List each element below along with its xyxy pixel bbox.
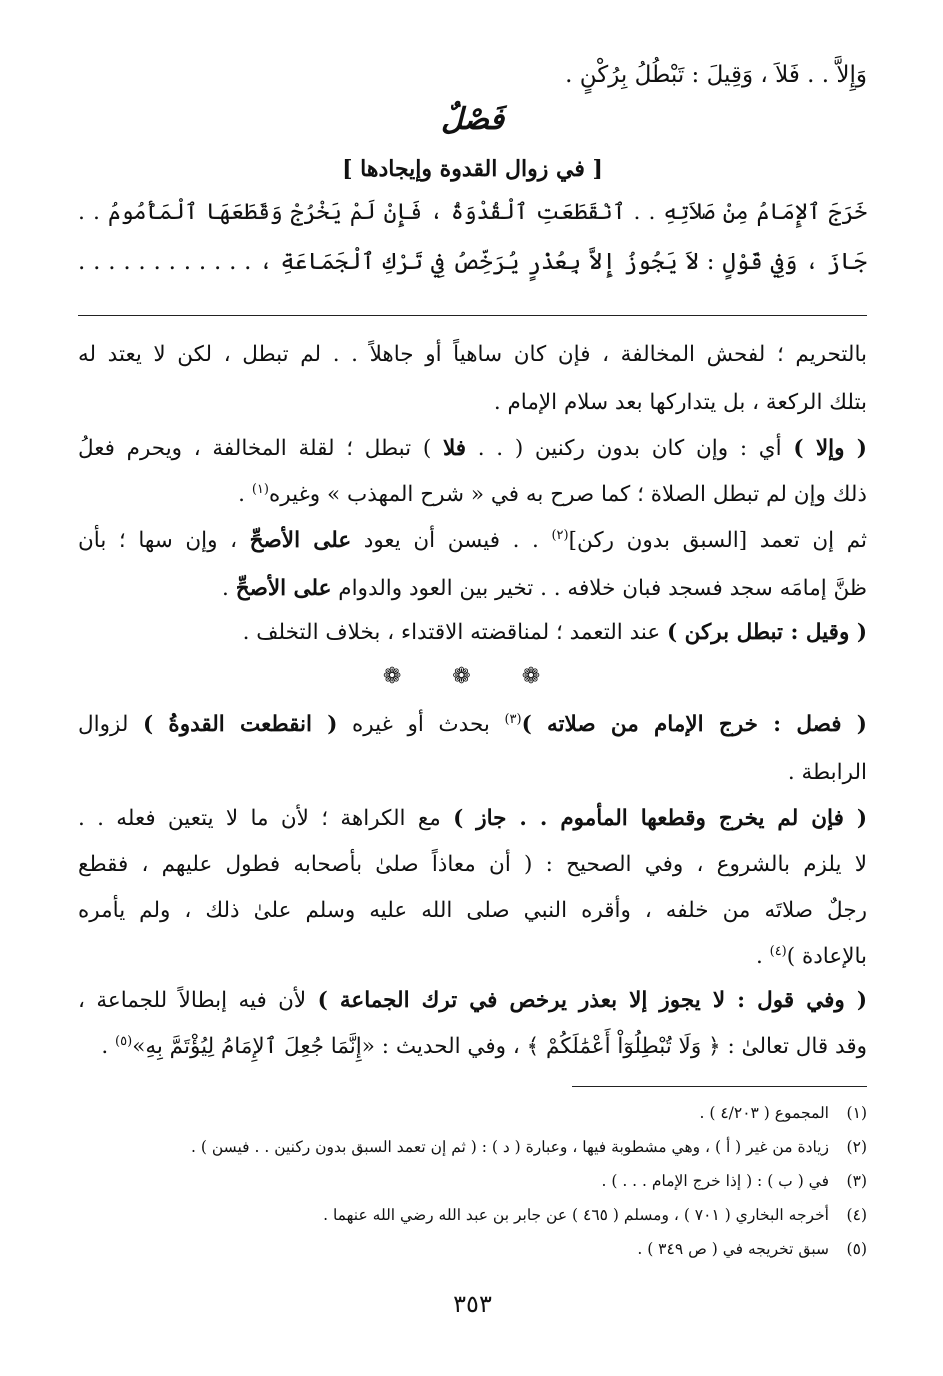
sharh-text: بحدث أو غيره — [337, 712, 505, 738]
footnote-number: (٥) — [846, 1240, 867, 1258]
matn-quote: ( انقطعت القدوةُ ) — [143, 712, 338, 738]
emphasis: على الأصحِّ — [249, 528, 352, 554]
sharh-p3-line-2 — [78, 576, 867, 602]
sharh-p1-line-1: بالتحريم ؛ لفحش المخالفة ، فإن كان ساهياً أو جاهلاً . . لم تبطل ، لكن لا يعتد له — [78, 342, 867, 367]
sharh-p2-line-2 — [78, 482, 867, 508]
footnote-ref: (٣) — [504, 712, 522, 727]
footnote-text: زيادة من غير ( أ ) ، وهي مشطوبة فيها ، وعبارة ( د ) : ( ثم إن تعمد السبق بدون ركنين . . فيسن ) . — [191, 1138, 829, 1156]
matn-divider — [78, 315, 867, 316]
sharh-text: . . فيسن أن يعود — [351, 528, 552, 554]
matn-quote: ( فصل : خرج الإمام من صلاته ) — [521, 712, 867, 738]
sharh-text: وقد قال تعالىٰ : ﴿ وَلَا تُبْطِلُوٓاْ أَعْمَٰلَكُمْ ﴾ ، وفي الحديث : «إِنَّمَا جُعِلَ ٱلإِمَامُ لِيُؤْتَمَّ بِهِ» — [132, 1034, 867, 1060]
sharh-p6-line-3: رجلٌ صلاتَه من خلفه ، وأقره النبي صلى الله عليه وسلم علىٰ ذلك ، ولم يأمره — [78, 898, 867, 923]
sharh-text: لأن فيه إبطالاً للجماعة ، — [78, 988, 318, 1013]
sharh-text: ظنَّ إمامَه سجد فسجد فبان خلافه . . تخير بين العود والدوام — [331, 576, 867, 601]
sharh-text: . — [238, 482, 252, 508]
section-heading: [ في زوال القدوة وإيجادها ] — [342, 156, 603, 182]
sharh-text: بالإعادة ) — [786, 944, 867, 970]
sharh-p6-line-2: لا يلزم بالشروع ، وفي الصحيح : ( أن معاذاً صلىٰ بأصحابه فطول عليهم ، فقطع — [78, 852, 867, 877]
footnotes-divider — [572, 1086, 867, 1087]
footnote-ref: (٥) — [115, 1034, 133, 1049]
footnote-3 — [78, 1172, 867, 1190]
footnote-number: (٢) — [846, 1138, 867, 1156]
emphasis: على الأصحِّ — [235, 576, 332, 601]
matn-top-line: وَإِلاَّ . . فَلاَ ، وَقِيلَ : تَبْطُلُ بِرُكْنٍ . — [565, 62, 867, 88]
matn-quote: ( فإن لم يخرج وقطعها المأموم . . جاز ) — [453, 806, 867, 831]
footnote-1 — [78, 1104, 867, 1122]
sharh-p6-line-1 — [78, 806, 867, 832]
sharh-p6-line-4 — [78, 944, 867, 970]
footnote-number: (١) — [846, 1104, 867, 1122]
footnote-number: (٤) — [846, 1206, 867, 1224]
sharh-text: . — [755, 944, 770, 970]
sharh-p3-line-1 — [78, 528, 867, 554]
footnote-2 — [78, 1138, 867, 1156]
sharh-p4-line — [78, 620, 867, 646]
sharh-text: عند التعمد ؛ لمناقضته الاقتداء ، بخلاف التخلف . — [242, 620, 668, 645]
page-number: ٣٥٣ — [453, 1290, 492, 1318]
footnote-number: (٣) — [846, 1172, 867, 1190]
sharh-text: . — [101, 1034, 116, 1060]
footnote-text: سبق تخريجه في ( ص ٣٤٩ ) . — [637, 1240, 829, 1258]
section-separator: ❁ ❁ ❁ — [382, 664, 563, 689]
footnote-text: في ( ب ) : ( إذا خرج الإمام . . . ) . — [601, 1172, 829, 1190]
sharh-p1-line-2: بتلك الركعة ، بل يتداركها بعد سلام الإمام . — [493, 390, 867, 415]
sharh-p5-line-2: الرابطة . — [787, 760, 867, 785]
sharh-text: . — [222, 576, 236, 601]
sharh-p7-line-2 — [78, 1034, 867, 1060]
sharh-text: مع الكراهة ؛ لأن ما لا يتعين فعله . . — [78, 806, 454, 831]
book-page — [78, 0, 867, 1376]
footnote-text: المجموع ( ٤/٢٠٣ ) . — [699, 1104, 829, 1122]
footnote-ref: (٢) — [551, 528, 569, 543]
sharh-text: ذلك وإن لم تبطل الصلاة ؛ كما صرح به في « شرح المهذب » وغيره — [268, 482, 867, 508]
footnote-ref: (٤) — [769, 944, 787, 959]
fasl-title-text: فَصْلٌ — [440, 102, 505, 137]
sharh-p7-line-1 — [78, 988, 867, 1014]
sharh-p5-line-1 — [78, 712, 867, 738]
fasl-title — [78, 102, 867, 137]
footnote-5 — [78, 1240, 867, 1258]
sharh-text: ) تبطل ؛ لقلة المخالفة ، ويحرم فعلُ — [78, 436, 443, 461]
matn-line-1: خَرَجَ ٱلإِمَامُ مِنْ صَلاَتِهِ . . ٱنْقَطَعَتِ ٱلْقُدْوَةُ ، فَإِنْ لَمْ يَخْرُجْ وَقَطَعَهَا ٱلْمَأْمُومُ . . — [78, 200, 867, 225]
matn-quote: ( وفي قول : لا يجوز إلا بعذر يرخص في ترك الجماعة ) — [317, 988, 868, 1013]
matn-line-2: جَازَ ، وَفِي قَوْلٍ : لاَ يَجُوزُ إِلاَّ بِعُذْرٍ يُرَخِّصُ فِي تَرْكِ ٱلْجَمَاعَةِ ، . . . . . . . . . . . . — [78, 249, 867, 275]
footnote-text: أخرجه البخاري ( ٧٠١ ) ، ومسلم ( ٤٦٥ ) عن جابر بن عبد الله رضي الله عنهما . — [323, 1206, 829, 1224]
matn-quote: ( وقيل : تبطل بركن ) — [667, 620, 867, 645]
matn-quote: ( وإلا ) — [793, 436, 867, 461]
footnote-4 — [78, 1206, 867, 1224]
sharh-text: لزوال — [78, 712, 143, 738]
footnote-ref: (١) — [251, 482, 269, 497]
sharh-text: أي : وإن كان بدون ركنين ( . . — [466, 436, 794, 461]
matn-quote: فلا — [442, 436, 467, 461]
sharh-text: ثم إن تعمد [السبق بدون ركن] — [568, 528, 867, 554]
sharh-p2-line-1 — [78, 436, 867, 462]
sharh-text: ، وإن سها ؛ بأن — [78, 528, 250, 554]
